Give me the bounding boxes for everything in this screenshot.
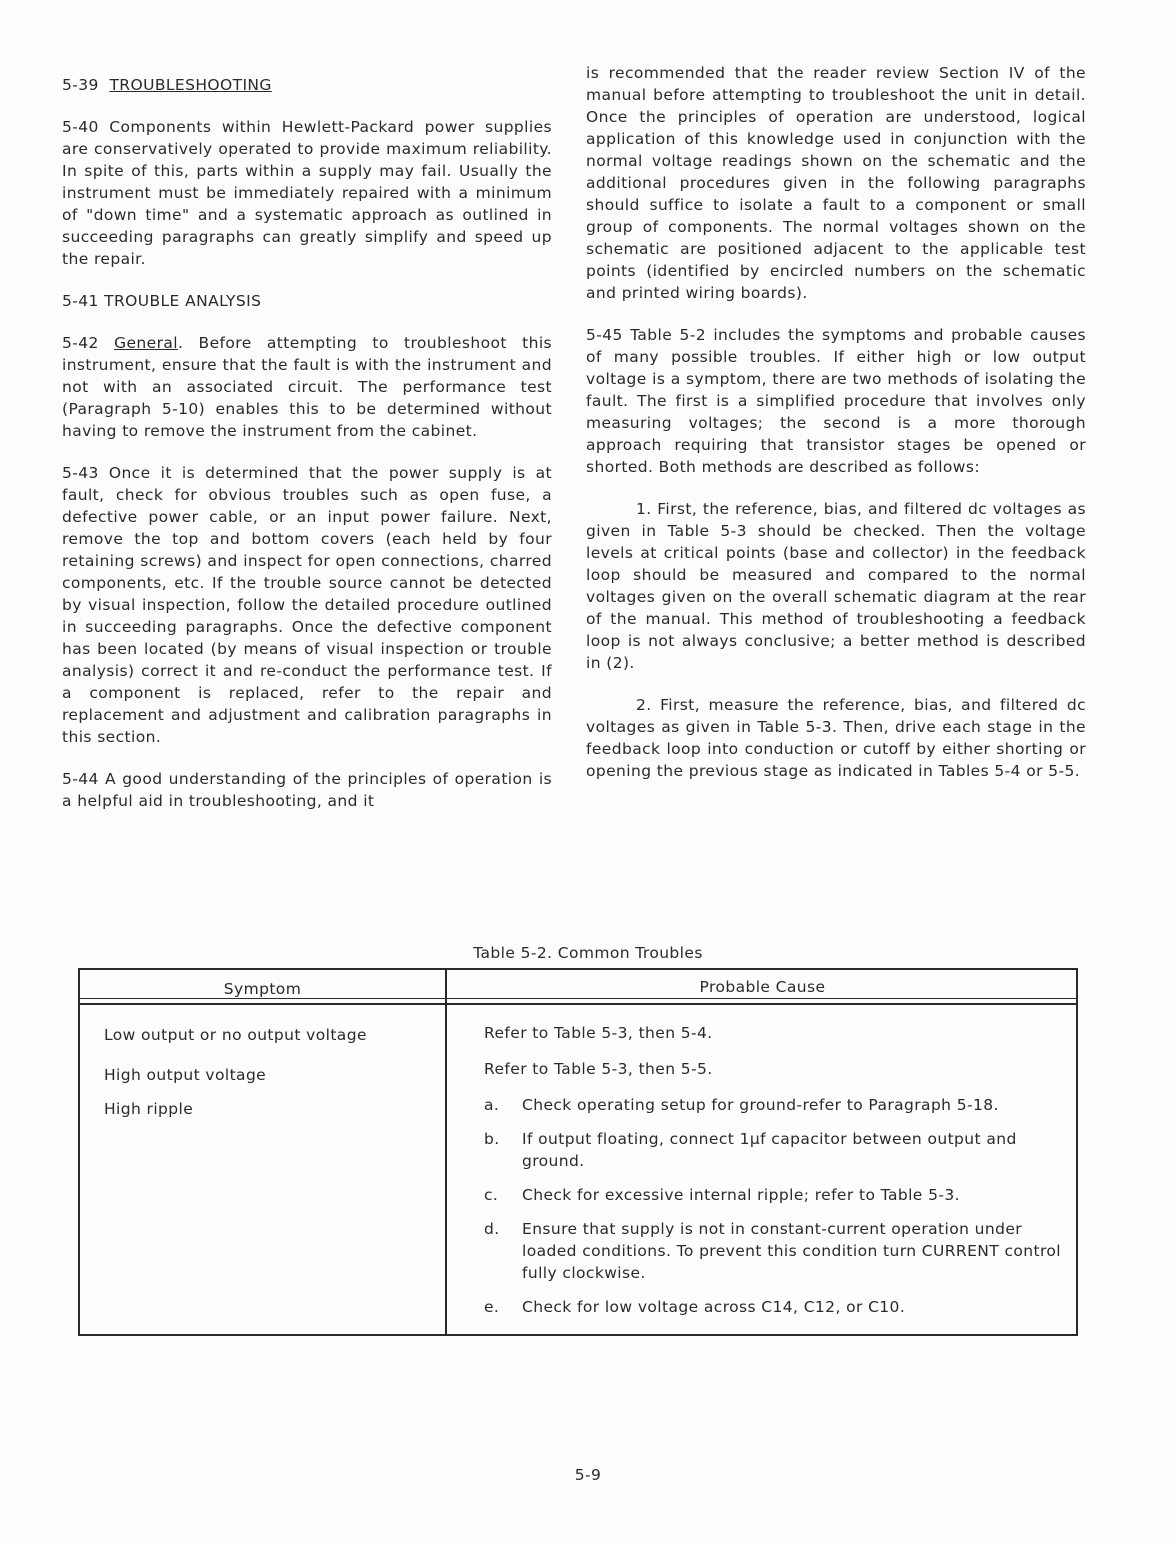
item-label: a. — [484, 1096, 500, 1114]
item-label: c. — [484, 1186, 499, 1204]
paragraph-number: 5-42 — [62, 334, 99, 352]
heading-number: 5-39 — [62, 76, 99, 94]
ripple-cause-item — [484, 1296, 1064, 1318]
common-troubles-table — [78, 968, 1078, 1336]
cause-cell: Refer to Table 5-3, then 5-4. — [484, 1024, 713, 1042]
list-item-1: 1. First, the reference, bias, and filtered dc voltages as given in Table 5-3 should be checked. Then the voltage levels at critical points (base and collector) in the feedback loop should be measured and compared to the normal voltages given on the overall schematic diagram at the rear of the manual. This method of troubleshooting a feedback loop is not always conclusive; a better method is described in (2). — [586, 500, 1086, 672]
item-label: e. — [484, 1298, 500, 1316]
table-caption: Table 5-2. Common Troubles — [473, 944, 703, 962]
cause-cell: Refer to Table 5-3, then 5-5. — [484, 1060, 713, 1078]
paragraph-5-43: 5-43 Once it is determined that the power supply is at fault, check for obvious troubles such as open fuse, a defective power cable, or an input power failure. Next, remove the top and bottom covers (each held by four retaining screws) and inspect for open connections, charred components, etc. If the trouble source cannot be detected by visual inspection, follow the detailed procedure outlined in succeeding paragraphs. Once the defective component has been located (by means of visual inspection or trouble analysis) correct it and re-conduct the performance test. If a component is replaced, refer to the repair and replacement and adjustment and calibration paragraphs in this section. — [62, 464, 552, 746]
right-column — [586, 62, 1086, 802]
left-column — [62, 74, 552, 832]
paragraph-5-45: 5-45 Table 5-2 includes the symptoms and probable causes of many possible troubles. If either high or low output voltage is a symptom, there are two methods of isolating the fault. The first is a simplified procedure that involves only measuring voltages; the second is a more thorough approach requiring that transistor stages be opened or shorted. Both methods are described as follows: — [586, 326, 1086, 476]
paragraph-5-44-continued: is recommended that the reader review Section IV of the manual before attempting to troubleshoot the unit in detail. Once the principles of operation are understood, logical application of this knowledge used in conjunction with the normal voltage readings shown on the schematic and the additional procedures given in the following paragraphs should suffice to isolate a fault to a component or small group of components. The normal voltages shown on the schematic are positioned adjacent to the applicable test points (identified by encircled numbers on the schematic and printed wiring boards). — [586, 64, 1086, 302]
ripple-cause-item — [484, 1218, 1064, 1284]
paragraph-5-44: 5-44 A good understanding of the principles of operation is a helpful aid in troubleshooting, and it — [62, 770, 552, 810]
item-label: d. — [484, 1220, 500, 1238]
symptom-cell: High ripple — [104, 1100, 194, 1118]
header-rule-double — [80, 1003, 1076, 1005]
list-item-2: 2. First, measure the reference, bias, and filtered dc voltages as given in Table 5-3. Then, drive each stage in the feedback loop into conduction or cutoff by either shorting or opening the previous stage as indicated in Tables 5-4 or 5-5. — [586, 696, 1086, 780]
cause-list — [484, 1022, 1064, 1330]
item-text: Check for low voltage across C14, C12, or C10. — [522, 1298, 906, 1316]
item-text: If output floating, connect 1μf capacitor between output and ground. — [522, 1130, 1017, 1170]
paragraph-title: General — [114, 334, 178, 352]
page-number: 5-9 — [574, 1466, 602, 1484]
paragraph-text: . Before attempting to troubleshoot this instrument, ensure that the fault is with the instrument and not with an associated circuit. The performance test (Paragraph 5-10) enables this to be determined without having to remove the instrument from the cabinet. — [62, 334, 553, 440]
item-text: Ensure that supply is not in constant-current operation under loaded conditions. To prevent this condition turn CURRENT control fully clockwise. — [522, 1220, 1061, 1282]
column-divider — [445, 970, 447, 1334]
ripple-cause-item — [484, 1128, 1064, 1172]
column-header-cause: Probable Cause — [699, 978, 826, 996]
ripple-cause-item — [484, 1184, 1064, 1206]
heading-title: TROUBLESHOOTING — [109, 76, 272, 94]
item-label: b. — [484, 1130, 500, 1148]
paragraph-5-42 — [62, 332, 552, 442]
column-header-symptom: Symptom — [223, 980, 302, 998]
section-heading-5-39 — [62, 74, 552, 96]
header-rule — [80, 998, 1076, 999]
symptom-cell: Low output or no output voltage — [104, 1026, 367, 1044]
item-text: Check for excessive internal ripple; refer to Table 5-3. — [522, 1186, 960, 1204]
symptom-cell: High output voltage — [104, 1066, 267, 1084]
paragraph-5-40: 5-40 Components within Hewlett-Packard power supplies are conservatively operated to provide maximum reliability. In spite of this, parts within a supply may fail. Usually the instrument must be immediately repaired with a minimum of "down time" and a systematic approach as outlined in succeeding paragraphs can greatly simplify and speed up the repair. — [62, 118, 552, 268]
ripple-cause-item — [484, 1094, 1064, 1116]
section-heading-5-41: 5-41 TROUBLE ANALYSIS — [62, 292, 262, 310]
item-text: Check operating setup for ground-refer to Paragraph 5-18. — [522, 1096, 999, 1114]
